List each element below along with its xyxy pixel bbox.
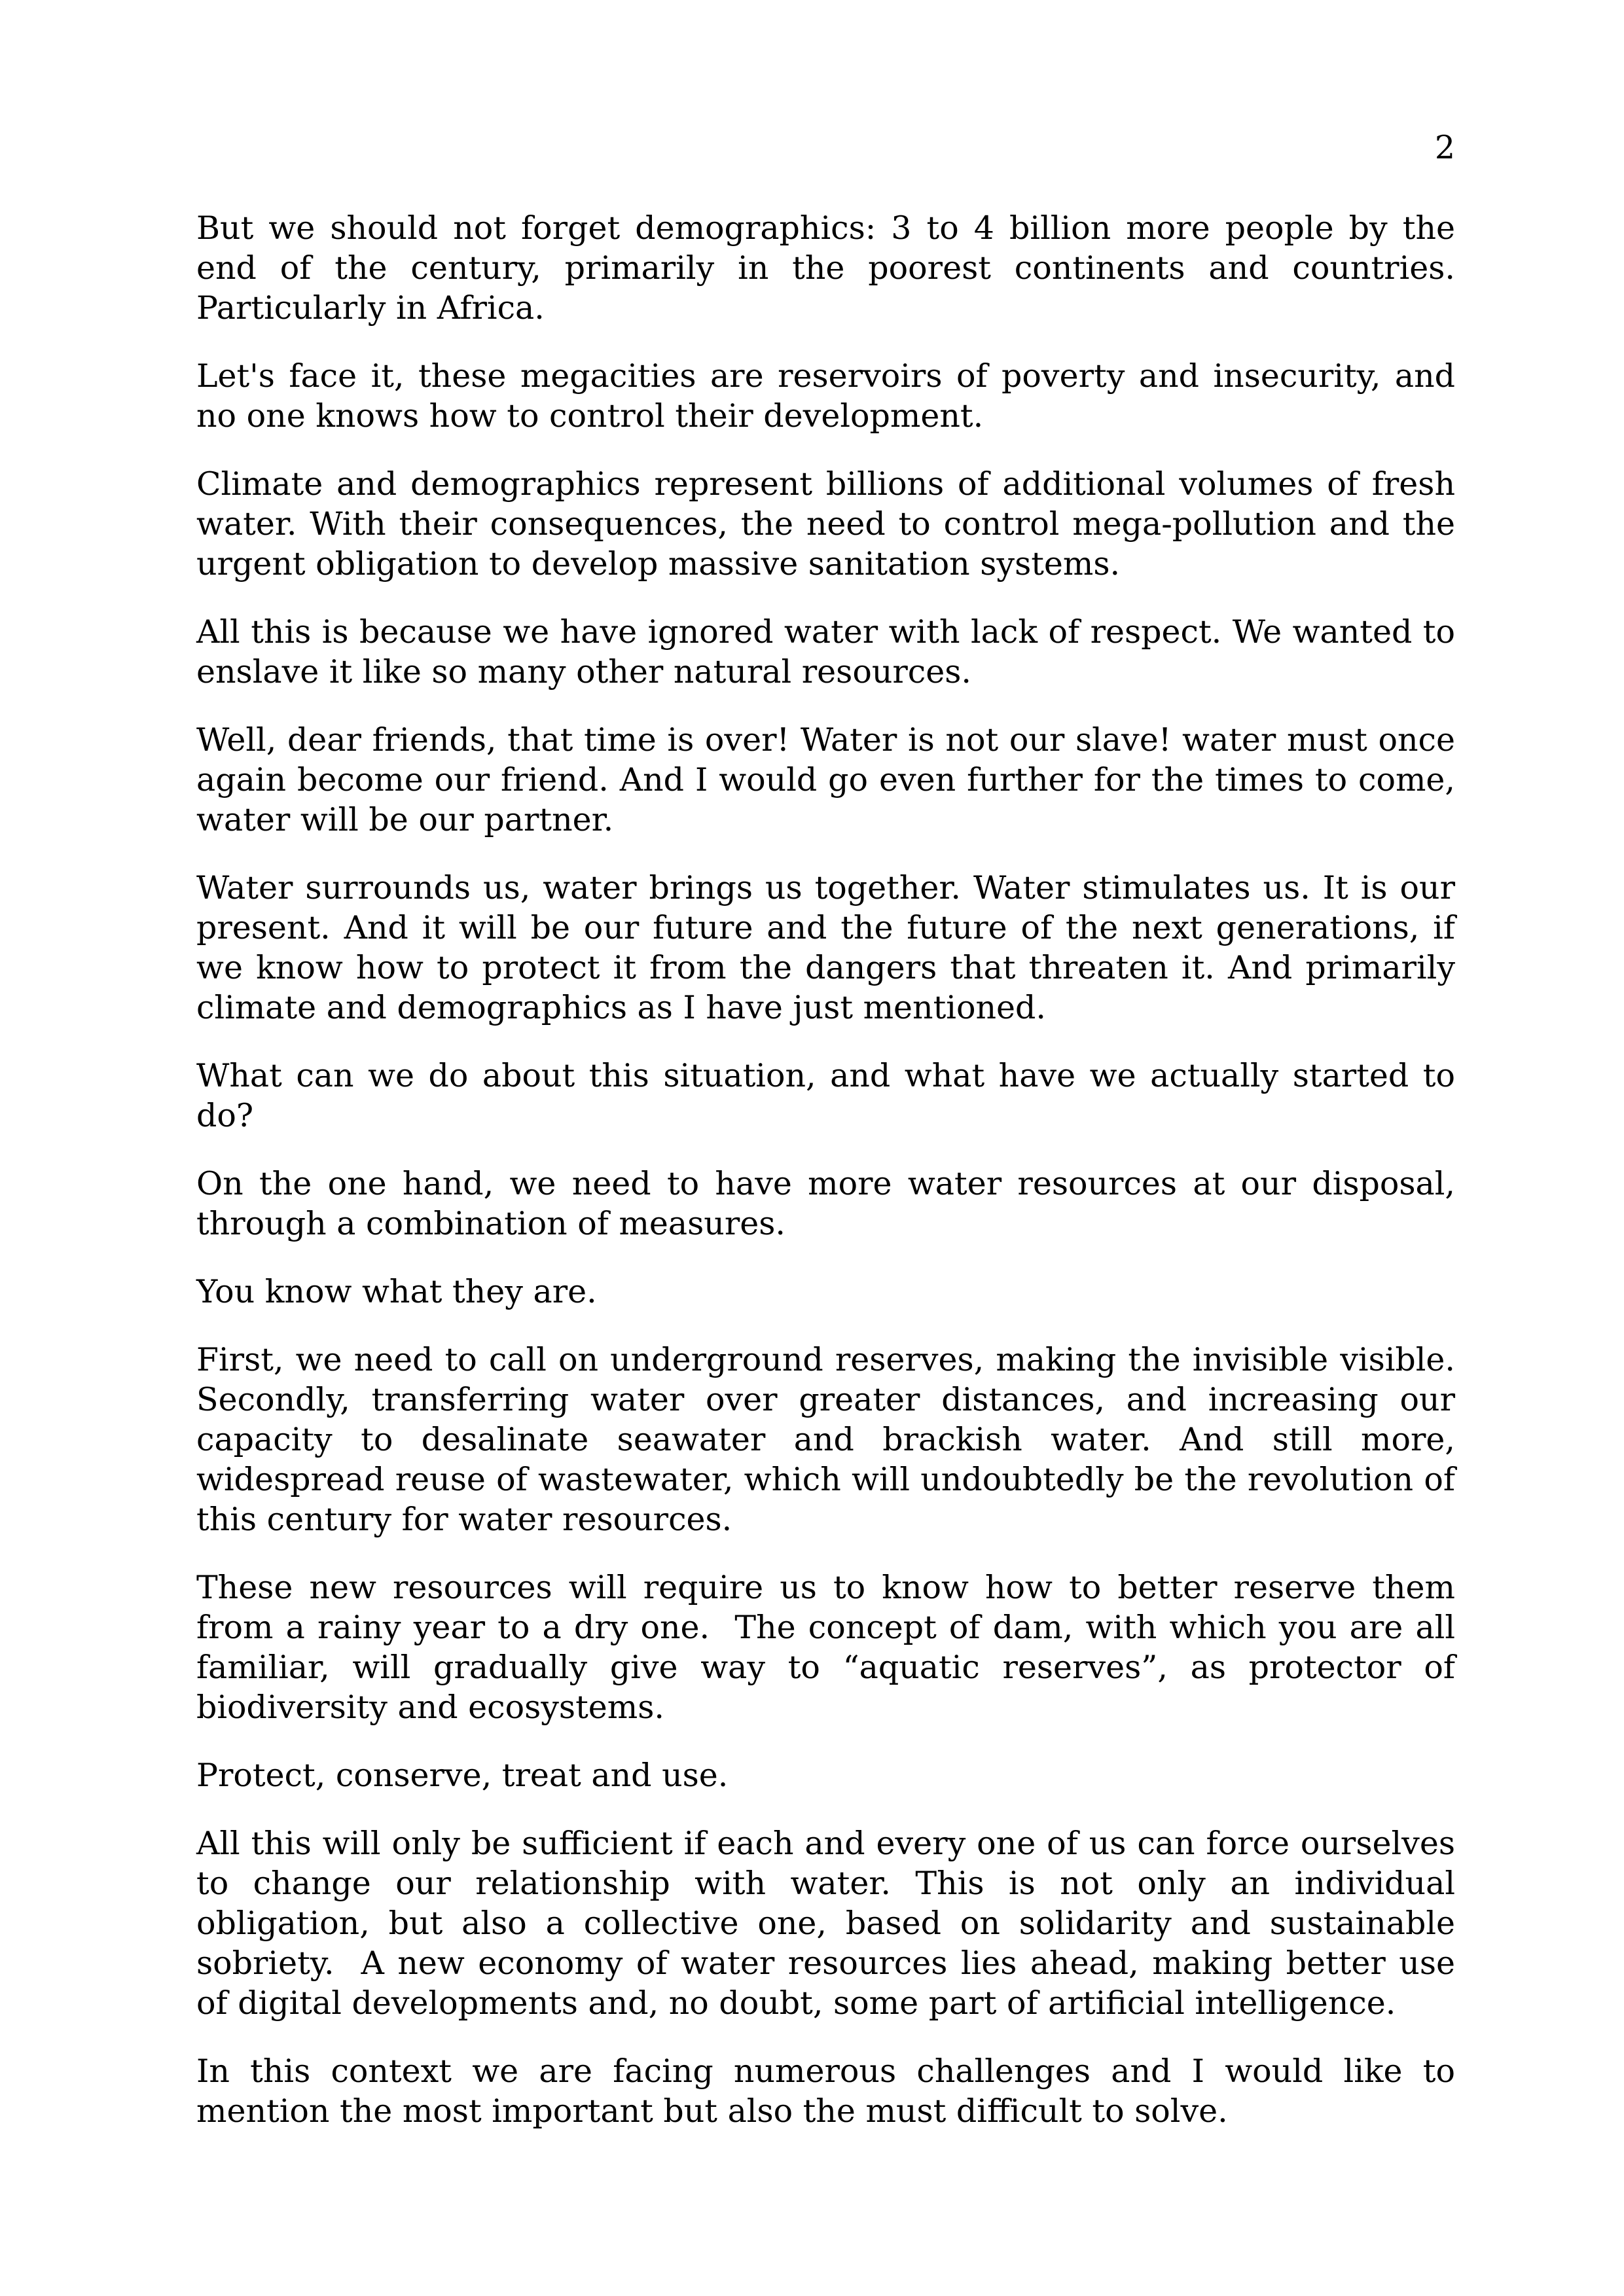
- paragraph: Water surrounds us, water brings us together. Water stimulates us. It is our present. And it will be our future and the future of the next generations, if we know how to protect it from the dangers that threaten it. And primarily climate and demographics as I have just mentioned.: [196, 869, 1466, 1026]
- paragraph: Well, dear friends, that time is over! Water is not our slave! water must once again become our friend. And I would go even further for the times to come, water will be our partner.: [196, 721, 1466, 838]
- paragraph: What can we do about this situation, and what have we actually started to do?: [196, 1057, 1466, 1134]
- paragraph: In this context we are facing numerous challenges and I would like to mention the most important but also the must difficult to solve.: [196, 2053, 1466, 2130]
- paragraph: On the one hand, we need to have more water resources at our disposal, through a combination of measures.: [196, 1165, 1466, 1242]
- paragraph: Protect, conserve, treat and use.: [196, 1757, 729, 1794]
- page-number: 2: [1434, 129, 1455, 166]
- paragraph: You know what they are.: [196, 1273, 597, 1310]
- document-body: [196, 208, 1466, 2159]
- paragraph: Let's face it, these megacities are reservoirs of poverty and insecurity, and no one knows how to control their development.: [196, 357, 1466, 435]
- paragraph: Climate and demographics represent billions of additional volumes of fresh water. With their consequences, the need to control mega-pollution and the urgent obligation to develop massive sanitation systems.: [196, 465, 1466, 583]
- paragraph: But we should not forget demographics: 3 to 4 billion more people by the end of the century, primarily in the poorest continents and countries. Particularly in Africa.: [196, 209, 1466, 327]
- paragraph: All this is because we have ignored water with lack of respect. We wanted to enslave it like so many other natural resources.: [196, 613, 1466, 691]
- paragraph: These new resources will require us to know how to better reserve them from a rainy year to a dry one. The concept of dam, with which you are all familiar, will gradually give way to “aquatic reserves”, as protector of biodiversity and ecosystems.: [196, 1569, 1466, 1726]
- paragraph: First, we need to call on underground reserves, making the invisible visible. Secondly, transferring water over greater distances, and increasing our capacity to desalinate seawater and brackish water. And still more, widespread reuse of wastewater, which will undoubtedly be the revolution of this century for water resources.: [196, 1341, 1466, 1538]
- paragraph: All this will only be sufficient if each and every one of us can force ourselves to change our relationship with water. This is not only an individual obligation, but also a collective one, based on solidarity and sustainable sobriety. A new economy of water resources lies ahead, making better use of digital developments and, no doubt, some part of artificial intelligence.: [196, 1825, 1466, 2022]
